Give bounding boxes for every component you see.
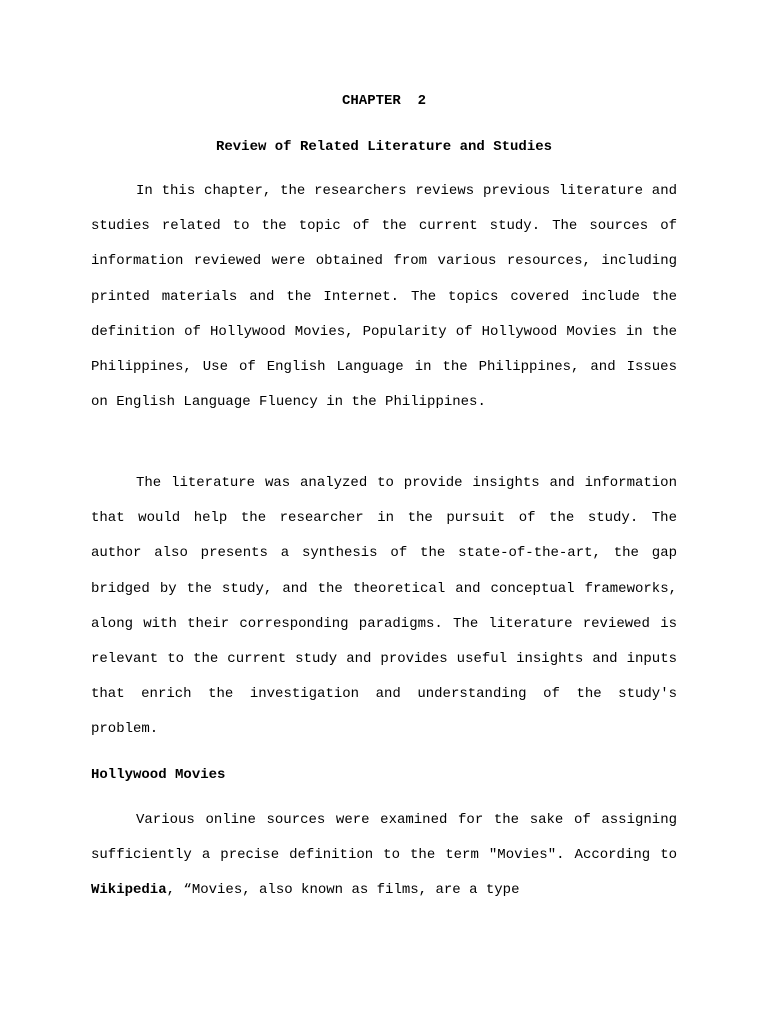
wikipedia-reference: Wikipedia — [91, 882, 167, 899]
movies-paragraph — [91, 803, 677, 909]
intro-paragraph: In this chapter, the researchers reviews previous literature and studies related to the topic of the current study. The sources of information reviewed were obtained from various resources, including printed materials and the Internet. The topics covered include the definition of Hollywood Movies, Popularity of Hollywood Movies in the Philippines, Use of English Language in the Philippines, and Issues on English Language Fluency in the Philippines. — [91, 183, 677, 411]
chapter-label: CHAPTER 2 — [341, 93, 426, 109]
movies-paragraph-quote: , “Movies, also known as films, are a type — [166, 882, 520, 899]
movies-paragraph-text: Various online sources were examined for the sake of assigning sufficiently a precise definition to the term "Movies". According to — [91, 812, 677, 864]
section-heading: Hollywood Movies — [91, 767, 226, 783]
chapter-title: Review of Related Literature and Studies — [215, 139, 553, 155]
literature-paragraph: The literature was analyzed to provide insights and information that would help the researcher in the pursuit of the study. The author also presents a synthesis of the state-of-the-art, the gap bridged by the study, and the theoretical and conceptual frameworks, along with their corresponding paradigms. The literature reviewed is relevant to the current study and provides useful insights and inputs that enrich the investigation and understanding of the study's problem. — [91, 475, 677, 738]
